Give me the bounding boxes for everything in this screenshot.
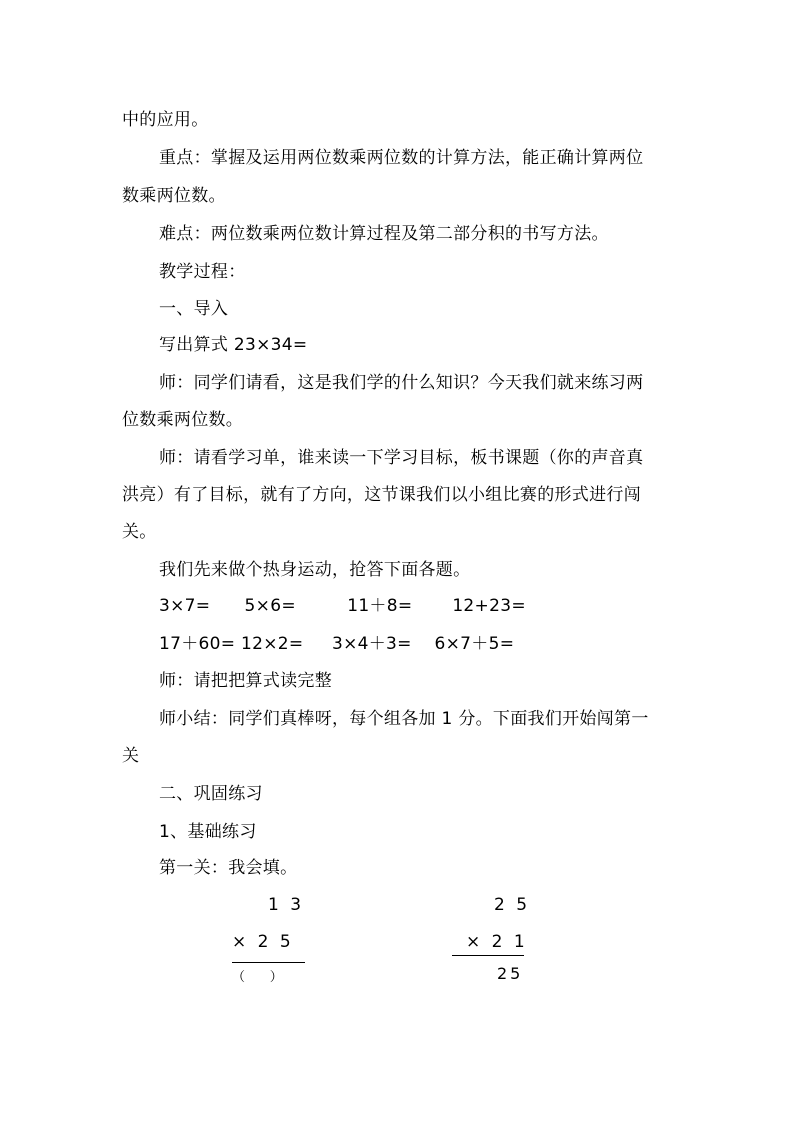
- text-line: 师小结：同学们真棒呀，每个组各加 1 分。下面我们开始闯第一: [159, 709, 649, 729]
- section-heading: 二、巩固练习: [159, 784, 263, 804]
- multiplication-top-operand: 2 5: [494, 895, 531, 915]
- multiplication-bottom-operand: × 2 5: [232, 932, 294, 952]
- multiplication-rule: [232, 962, 305, 963]
- text-line: 洪亮）有了目标，就有了方向，这节课我们以小组比赛的形式进行闯: [122, 485, 641, 505]
- subsection-heading: 1、基础练习: [159, 822, 257, 842]
- text-line: 难点：两位数乘两位数计算过程及第二部分积的书写方法。: [159, 224, 609, 244]
- text-line: 写出算式 23×34=: [159, 335, 308, 355]
- text-line: 关: [122, 746, 140, 766]
- multiplication-top-operand: 1 3: [268, 895, 305, 915]
- text-line: 师：同学们请看，这是我们学的什么知识？今天我们就来练习两: [159, 373, 644, 393]
- text-line: 师：请把把算式读完整: [159, 671, 332, 691]
- text-line: 重点：掌握及运用两位数乘两位数的计算方法，能正确计算两位: [159, 148, 644, 168]
- math-exercise-row: 17＋60= 12×2= 3×4＋3= 6×7＋5=: [159, 634, 515, 654]
- multiplication-rule: [452, 955, 524, 956]
- text-line: 中的应用。: [122, 110, 209, 130]
- text-line: 教学过程：: [159, 262, 246, 282]
- partial-product: 25: [497, 964, 524, 983]
- text-line: 关。: [122, 522, 157, 542]
- text-line: 第一关：我会填。: [159, 858, 298, 878]
- multiplication-bottom-operand: × 2 1: [466, 932, 528, 952]
- section-heading: 一、导入: [159, 299, 229, 319]
- math-exercise-row: 3×7= 5×6= 11＋8= 12+23=: [159, 596, 526, 616]
- text-line: 我们先来做个热身运动，抢答下面各题。: [159, 560, 471, 580]
- text-line: 数乘两位数。: [122, 186, 226, 206]
- text-line: 师：请看学习单，谁来读一下学习目标，板书课题（你的声音真: [159, 448, 644, 468]
- answer-blank: （ ）: [232, 970, 283, 985]
- text-line: 位数乘两位数。: [122, 410, 244, 430]
